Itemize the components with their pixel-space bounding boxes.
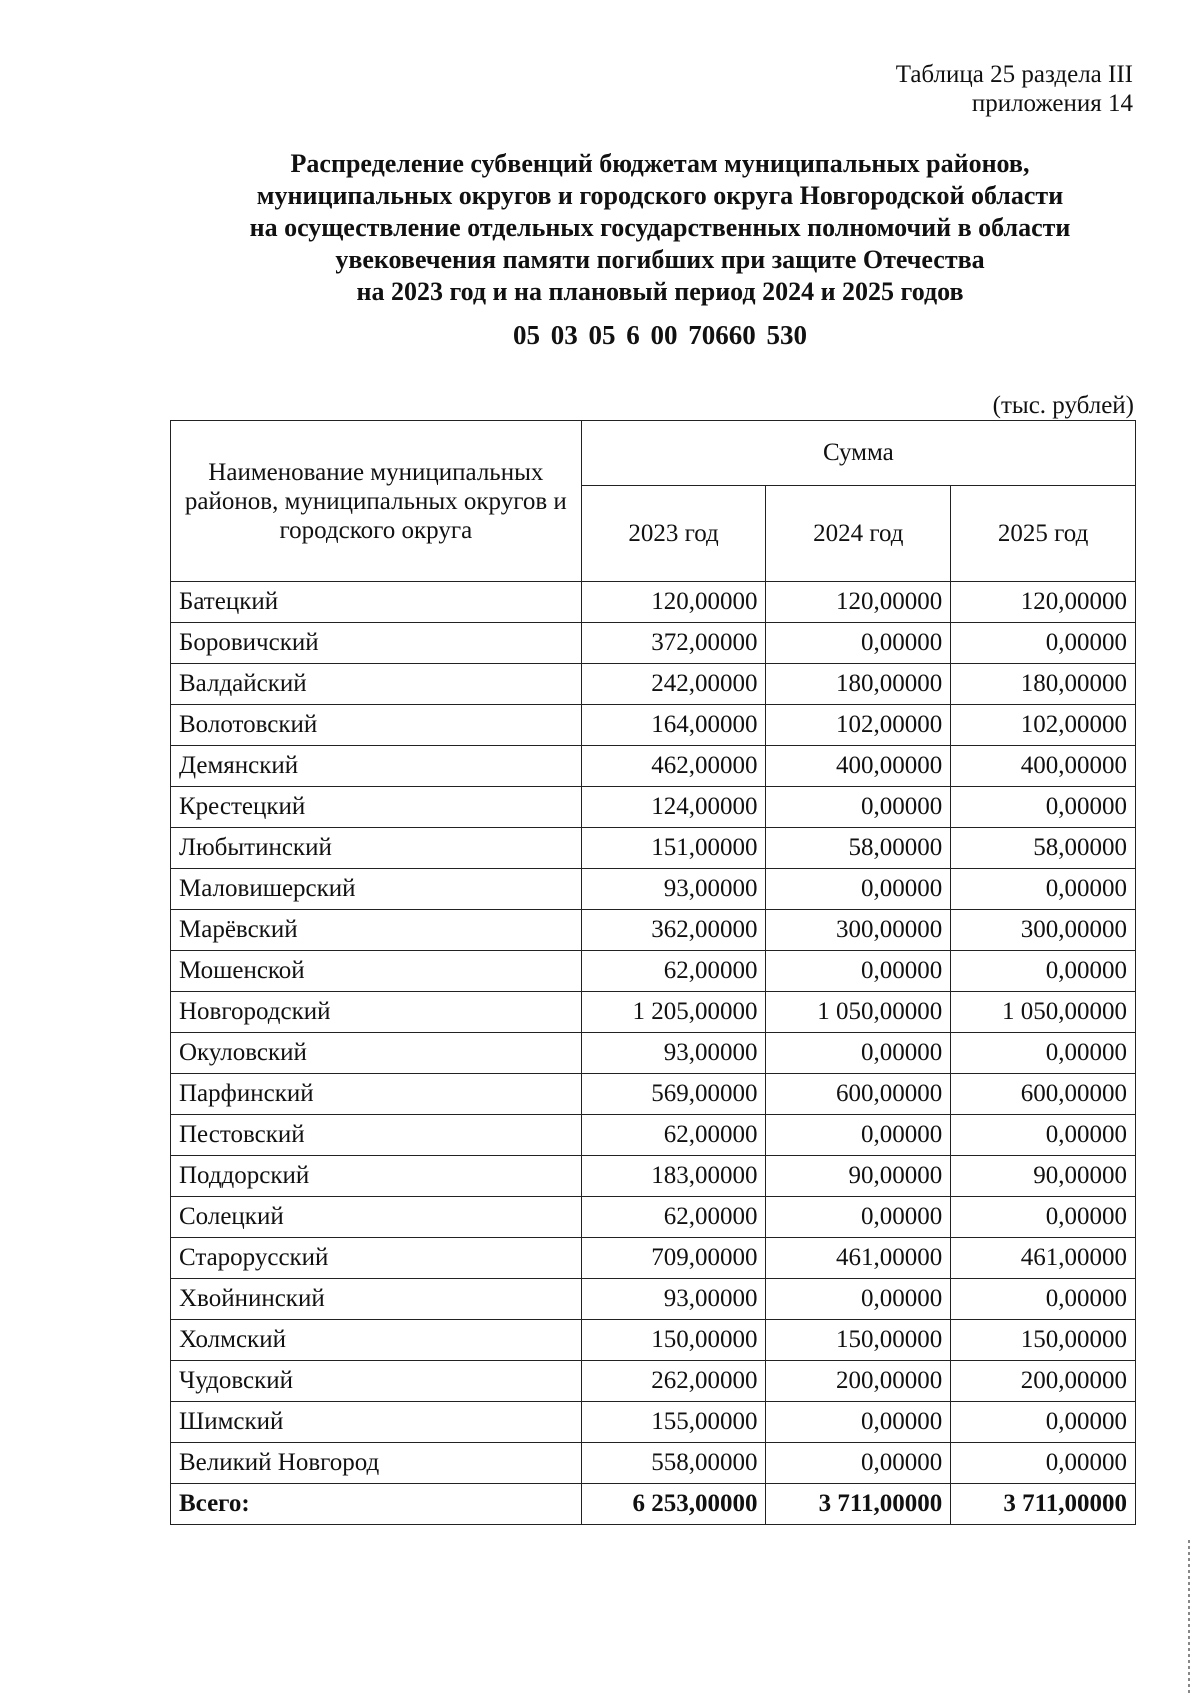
table-row (171, 828, 1136, 869)
column-header-sum: Сумма (581, 421, 1135, 486)
value-2025-cell: 0,00000 (951, 869, 1136, 910)
value-2023-cell: 1 205,00000 (581, 992, 766, 1033)
value-2023-cell: 62,00000 (581, 951, 766, 992)
table-row (171, 1197, 1136, 1238)
value-2023-cell: 155,00000 (581, 1402, 766, 1443)
value-2024-cell: 120,00000 (766, 582, 951, 623)
value-2025-cell: 461,00000 (951, 1238, 1136, 1279)
district-name-cell: Пестовский (171, 1115, 582, 1156)
column-header-2024: 2024 год (766, 486, 951, 582)
value-2025-cell: 150,00000 (951, 1320, 1136, 1361)
value-2024-cell: 0,00000 (766, 1033, 951, 1074)
value-2023-cell: 558,00000 (581, 1443, 766, 1484)
value-2025-cell: 3 711,00000 (951, 1484, 1136, 1525)
total-row (171, 1484, 1136, 1525)
district-name-cell: Новгородский (171, 992, 582, 1033)
table-row (171, 582, 1136, 623)
district-name-cell: Холмский (171, 1320, 582, 1361)
district-name-cell: Старорусский (171, 1238, 582, 1279)
value-2025-cell: 0,00000 (951, 951, 1136, 992)
table-reference (896, 60, 1133, 118)
value-2025-cell: 0,00000 (951, 623, 1136, 664)
district-name-cell: Боровичский (171, 623, 582, 664)
value-2024-cell: 0,00000 (766, 1197, 951, 1238)
value-2023-cell: 151,00000 (581, 828, 766, 869)
value-2024-cell: 0,00000 (766, 869, 951, 910)
table-row (171, 1443, 1136, 1484)
table-row (171, 1156, 1136, 1197)
value-2024-cell: 3 711,00000 (766, 1484, 951, 1525)
title-line: на 2023 год и на плановый период 2024 и 2025 годов (356, 277, 964, 306)
district-name-cell: Парфинский (171, 1074, 582, 1115)
table-row (171, 992, 1136, 1033)
value-2024-cell: 200,00000 (766, 1361, 951, 1402)
table-row (171, 1279, 1136, 1320)
district-name-cell: Валдайский (171, 664, 582, 705)
district-name-cell: Окуловский (171, 1033, 582, 1074)
value-2024-cell: 600,00000 (766, 1074, 951, 1115)
table-reference-line2: приложения 14 (971, 90, 1133, 117)
value-2025-cell: 400,00000 (951, 746, 1136, 787)
column-header-name: Наименование муниципальных районов, муниципальных округов и городского округа (171, 421, 582, 582)
value-2024-cell: 0,00000 (766, 787, 951, 828)
district-name-cell: Солецкий (171, 1197, 582, 1238)
title-line: муниципальных округов и городского округа Новгородской области (256, 181, 1064, 210)
table-row (171, 1402, 1136, 1443)
title-line: на осуществление отдельных государственных полномочий в области (249, 213, 1071, 242)
value-2023-cell: 124,00000 (581, 787, 766, 828)
table-row (171, 1115, 1136, 1156)
table-row (171, 705, 1136, 746)
value-2023-cell: 709,00000 (581, 1238, 766, 1279)
value-2023-cell: 120,00000 (581, 582, 766, 623)
units-label: (тыс. рублей) (992, 392, 1134, 419)
value-2025-cell: 0,00000 (951, 1402, 1136, 1443)
value-2024-cell: 400,00000 (766, 746, 951, 787)
table-row (171, 746, 1136, 787)
table-row (171, 1074, 1136, 1115)
district-name-cell: Шимский (171, 1402, 582, 1443)
title-line: Распределение субвенций бюджетам муниципальных районов, (290, 149, 1030, 178)
district-name-cell: Поддорский (171, 1156, 582, 1197)
table-reference-line1: Таблица 25 раздела III (895, 61, 1133, 88)
value-2023-cell: 462,00000 (581, 746, 766, 787)
value-2023-cell: 362,00000 (581, 910, 766, 951)
value-2024-cell: 180,00000 (766, 664, 951, 705)
district-name-cell: Батецкий (171, 582, 582, 623)
district-name-cell: Маловишерский (171, 869, 582, 910)
district-name-cell: Великий Новгород (171, 1443, 582, 1484)
value-2025-cell: 90,00000 (951, 1156, 1136, 1197)
value-2025-cell: 300,00000 (951, 910, 1136, 951)
value-2023-cell: 242,00000 (581, 664, 766, 705)
district-name-cell: Любытинский (171, 828, 582, 869)
value-2023-cell: 183,00000 (581, 1156, 766, 1197)
value-2023-cell: 164,00000 (581, 705, 766, 746)
table-row (171, 1320, 1136, 1361)
value-2024-cell: 1 050,00000 (766, 992, 951, 1033)
value-2025-cell: 0,00000 (951, 1033, 1136, 1074)
table-row (171, 951, 1136, 992)
value-2024-cell: 300,00000 (766, 910, 951, 951)
value-2025-cell: 120,00000 (951, 582, 1136, 623)
value-2023-cell: 62,00000 (581, 1197, 766, 1238)
value-2023-cell: 372,00000 (581, 623, 766, 664)
district-name-cell: Чудовский (171, 1361, 582, 1402)
table-row (171, 1033, 1136, 1074)
title-line: увековечения памяти погибших при защите Отечества (335, 245, 985, 274)
value-2023-cell: 62,00000 (581, 1115, 766, 1156)
value-2025-cell: 58,00000 (951, 828, 1136, 869)
value-2023-cell: 93,00000 (581, 1279, 766, 1320)
value-2025-cell: 180,00000 (951, 664, 1136, 705)
table-row (171, 1238, 1136, 1279)
value-2023-cell: 93,00000 (581, 869, 766, 910)
document-title (160, 148, 1160, 308)
value-2025-cell: 0,00000 (951, 1115, 1136, 1156)
district-name-cell: Марёвский (171, 910, 582, 951)
district-name-cell: Крестецкий (171, 787, 582, 828)
table-body (171, 582, 1136, 1525)
budget-classification-code: 05 03 05 6 00 70660 530 (513, 320, 807, 350)
value-2023-cell: 262,00000 (581, 1361, 766, 1402)
value-2025-cell: 102,00000 (951, 705, 1136, 746)
scan-edge-mark (1188, 1540, 1190, 1695)
table-row (171, 1361, 1136, 1402)
value-2025-cell: 0,00000 (951, 1443, 1136, 1484)
district-name-cell: Мошенской (171, 951, 582, 992)
table-row (171, 869, 1136, 910)
table-row (171, 910, 1136, 951)
value-2023-cell: 93,00000 (581, 1033, 766, 1074)
value-2024-cell: 461,00000 (766, 1238, 951, 1279)
value-2024-cell: 0,00000 (766, 951, 951, 992)
value-2025-cell: 600,00000 (951, 1074, 1136, 1115)
value-2023-cell: 569,00000 (581, 1074, 766, 1115)
value-2024-cell: 0,00000 (766, 623, 951, 664)
district-name-cell: Демянский (171, 746, 582, 787)
value-2024-cell: 150,00000 (766, 1320, 951, 1361)
value-2024-cell: 0,00000 (766, 1279, 951, 1320)
column-header-2025: 2025 год (951, 486, 1136, 582)
value-2025-cell: 0,00000 (951, 787, 1136, 828)
value-2025-cell: 0,00000 (951, 1197, 1136, 1238)
subventions-table (170, 420, 1136, 1525)
table-row (171, 664, 1136, 705)
value-2025-cell: 1 050,00000 (951, 992, 1136, 1033)
value-2024-cell: 102,00000 (766, 705, 951, 746)
value-2023-cell: 150,00000 (581, 1320, 766, 1361)
table-row (171, 623, 1136, 664)
district-name-cell: Хвойнинский (171, 1279, 582, 1320)
table-row (171, 787, 1136, 828)
district-name-cell: Всего: (171, 1484, 582, 1525)
value-2024-cell: 58,00000 (766, 828, 951, 869)
value-2024-cell: 0,00000 (766, 1402, 951, 1443)
value-2024-cell: 0,00000 (766, 1115, 951, 1156)
value-2024-cell: 0,00000 (766, 1443, 951, 1484)
value-2023-cell: 6 253,00000 (581, 1484, 766, 1525)
district-name-cell: Волотовский (171, 705, 582, 746)
value-2025-cell: 0,00000 (951, 1279, 1136, 1320)
value-2025-cell: 200,00000 (951, 1361, 1136, 1402)
column-header-2023: 2023 год (581, 486, 766, 582)
value-2024-cell: 90,00000 (766, 1156, 951, 1197)
